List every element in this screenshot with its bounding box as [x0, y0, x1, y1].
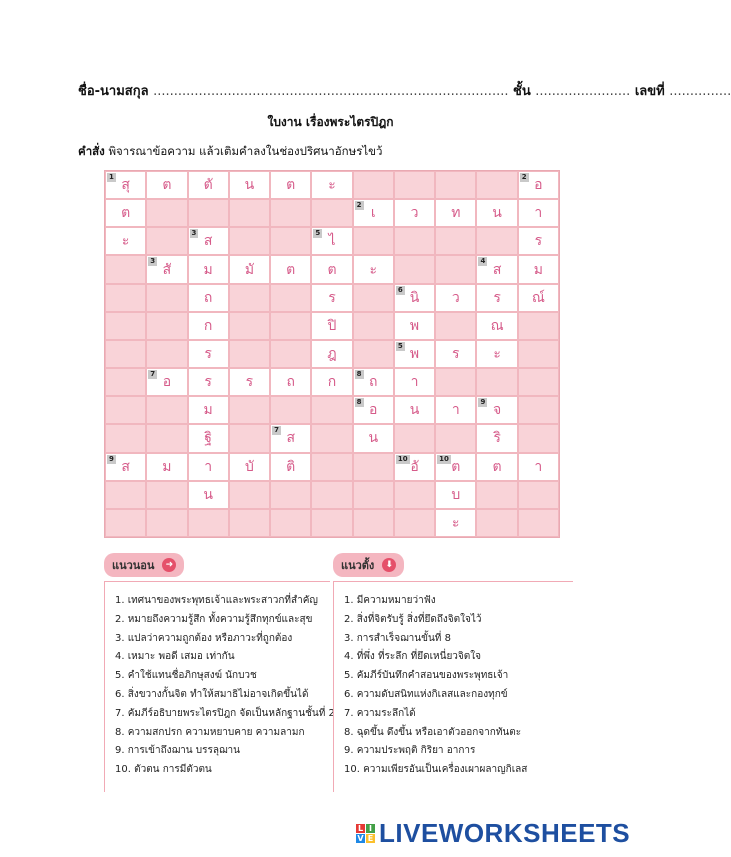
- blocked-cell: [311, 509, 352, 537]
- cell-letter: ต: [327, 261, 337, 278]
- clue-item: 2. หมายถึงความรู้สึก ทั้งความรู้สึกทุกข์และสุข: [115, 613, 313, 625]
- cell-letter: ส: [492, 261, 502, 278]
- crossword-cell[interactable]: [188, 424, 229, 452]
- blocked-cell: [105, 396, 146, 424]
- cell-letter: ณ: [490, 317, 504, 334]
- crossword-cell[interactable]: [270, 424, 311, 452]
- clue-number: 10: [397, 454, 408, 463]
- clue-number: 8: [356, 398, 362, 407]
- number-label: เลขที่: [634, 84, 665, 99]
- blocked-cell: [518, 340, 559, 368]
- cell-letter: า: [534, 458, 543, 475]
- cell-letter: ร: [204, 345, 212, 362]
- blocked-cell: [518, 424, 559, 452]
- blocked-cell: [394, 255, 435, 283]
- clue-number: 6: [397, 285, 403, 294]
- crossword-cell[interactable]: [229, 255, 270, 283]
- blocked-cell: [476, 171, 517, 199]
- cell-letter: ส: [203, 233, 213, 250]
- blocked-cell: [146, 340, 187, 368]
- cell-letter: อ: [534, 177, 543, 194]
- clue-item: 5. คัมภีร์บันทึกคำสอนของพระพุทธเจ้า: [344, 670, 509, 682]
- cell-letter: า: [410, 374, 419, 391]
- cell-letter: จ: [492, 402, 502, 419]
- crossword-cell[interactable]: [476, 424, 517, 452]
- clue-item: 10. ตัวตน การมีตัวตน: [115, 764, 212, 776]
- clue-number: 8: [356, 370, 362, 379]
- cell-letter: ะ: [328, 177, 336, 194]
- blocked-cell: [229, 340, 270, 368]
- crossword-cell[interactable]: [476, 284, 517, 312]
- cell-letter: ร: [452, 345, 460, 362]
- cell-letter: ส: [286, 430, 295, 447]
- crossword-cell[interactable]: [476, 453, 517, 481]
- blocked-cell: [311, 199, 352, 227]
- cell-letter: น: [244, 177, 255, 194]
- cell-letter: มั: [244, 261, 255, 278]
- crossword-cell[interactable]: [518, 284, 559, 312]
- blocked-cell: [518, 481, 559, 509]
- blocked-cell: [435, 227, 476, 255]
- clue-item: 1. เทศนาของพระพุทธเจ้าและพระสาวกที่สำคัญ: [115, 595, 318, 606]
- crossword-cell[interactable]: [188, 368, 229, 396]
- logo-word: LIVEWORKSHEETS: [379, 818, 631, 848]
- blocked-cell: [188, 509, 229, 537]
- clue-item: 2. สิ่งที่จิตรับรู้ สิ่งที่ยึดถึงจิตใจไว้: [344, 613, 482, 625]
- blocked-cell: [146, 284, 187, 312]
- crossword-cell[interactable]: [270, 255, 311, 283]
- cell-letter: ก: [327, 374, 337, 391]
- blocked-cell: [311, 396, 352, 424]
- crossword-cell[interactable]: [146, 368, 187, 396]
- cell-letter: ะ: [369, 261, 378, 278]
- cell-letter: ปิ: [327, 317, 337, 334]
- blocked-cell: [435, 171, 476, 199]
- crossword-cell[interactable]: [518, 255, 559, 283]
- crossword-cell[interactable]: [188, 453, 229, 481]
- cell-letter: น: [203, 486, 213, 503]
- blocked-cell: [476, 227, 517, 255]
- blocked-cell: [146, 199, 187, 227]
- across-list: [115, 592, 335, 780]
- clue-item: 3. การสำเร็จฌานขั้นที่ 8: [344, 632, 451, 644]
- blocked-cell: [270, 396, 311, 424]
- crossword-cell[interactable]: [105, 227, 146, 255]
- clue-item: 6. ความดับสนิทแห่งกิเลสและกองทุกข์: [344, 688, 508, 700]
- crossword-cell[interactable]: [229, 453, 270, 481]
- cell-letter: ต: [286, 177, 296, 194]
- down-title: แนวตั้ง: [341, 559, 375, 572]
- logo-letter: V: [357, 834, 364, 843]
- instruction-label: คำสั่ง: [78, 144, 105, 158]
- liveworksheets-logo: [356, 818, 630, 849]
- blocked-cell: [353, 509, 394, 537]
- crossword-cell[interactable]: [394, 453, 435, 481]
- blocked-cell: [435, 312, 476, 340]
- crossword-cell[interactable]: [518, 453, 559, 481]
- blocked-cell: [518, 396, 559, 424]
- clue-item: 4. เหมาะ พอดี เสมอ เท่ากัน: [115, 651, 235, 663]
- blocked-cell: [518, 509, 559, 537]
- cell-letter: น: [409, 402, 420, 419]
- blocked-cell: [394, 509, 435, 537]
- logo-letter: L: [357, 824, 364, 833]
- clue-item: 8. ความสกปรก ความหยาบคาย ความลามก: [115, 726, 305, 738]
- blocked-cell: [105, 284, 146, 312]
- crossword-cell[interactable]: [435, 453, 476, 481]
- crossword-cell[interactable]: [353, 396, 394, 424]
- crossword-cell[interactable]: [518, 171, 559, 199]
- clue-number: 9: [480, 398, 486, 407]
- clue-number: 1: [109, 173, 114, 181]
- crossword-cell[interactable]: [270, 453, 311, 481]
- clue-number: 2: [521, 173, 527, 181]
- crossword-grid: [104, 170, 560, 538]
- crossword-cell[interactable]: [229, 368, 270, 396]
- blocked-cell: [105, 255, 146, 283]
- crossword-cell[interactable]: [311, 171, 352, 199]
- blocked-cell: [229, 284, 270, 312]
- arrow-right-icon: ➜: [162, 558, 176, 572]
- crossword-cell[interactable]: [188, 481, 229, 509]
- cell-letter: ส: [121, 458, 130, 475]
- clue-number: 7: [274, 426, 279, 435]
- cell-letter: สั: [162, 261, 172, 278]
- crossword-cell[interactable]: [146, 171, 187, 199]
- blocked-cell: [311, 453, 352, 481]
- cell-letter: ม: [203, 261, 213, 278]
- crossword-cell[interactable]: [435, 396, 476, 424]
- blocked-cell: [435, 424, 476, 452]
- crossword-cell[interactable]: [188, 255, 229, 283]
- student-info-header: [78, 80, 731, 101]
- down-list: [344, 592, 573, 780]
- cell-letter: ต: [121, 205, 131, 222]
- cell-letter: ร: [204, 374, 212, 391]
- cell-letter: บ: [451, 486, 461, 503]
- grade-label: ชั้น: [513, 84, 531, 99]
- blocked-cell: [188, 199, 229, 227]
- crossword-cell[interactable]: [188, 171, 229, 199]
- cell-letter: ฎ: [327, 345, 337, 362]
- crossword-cell[interactable]: [476, 396, 517, 424]
- cell-letter: ต: [162, 177, 172, 194]
- blocked-cell: [394, 481, 435, 509]
- logo-letter: E: [367, 834, 374, 843]
- cell-letter: า: [534, 205, 543, 222]
- across-title: แนวนอน: [112, 559, 155, 572]
- cell-letter: ถ: [286, 374, 295, 391]
- blocked-cell: [353, 481, 394, 509]
- crossword-cell[interactable]: [353, 424, 394, 452]
- clue-item: 8. ฉุดขึ้น ดึงขึ้น หรือเอาตัวออกจากทันตะ: [344, 726, 522, 738]
- crossword-cell[interactable]: [146, 255, 187, 283]
- clue-item: 9. ความประพฤติ กิริยา อาการ: [344, 745, 476, 757]
- blocked-cell: [394, 424, 435, 452]
- clue-item: 7. ความระลึกได้: [344, 707, 416, 719]
- cell-letter: ะ: [452, 514, 460, 531]
- cell-letter: ถ: [203, 289, 213, 306]
- cell-letter: พ: [409, 345, 420, 362]
- across-header: [104, 553, 184, 577]
- crossword-cell[interactable]: [270, 368, 311, 396]
- cell-letter: น: [368, 430, 379, 447]
- crossword-cell[interactable]: [394, 312, 435, 340]
- down-header: [333, 553, 404, 577]
- crossword-cell[interactable]: [476, 255, 517, 283]
- crossword-cell[interactable]: [188, 340, 229, 368]
- name-blank[interactable]: ......................................................................................: [153, 84, 509, 99]
- blocked-cell: [353, 227, 394, 255]
- cell-letter: อ: [369, 402, 378, 419]
- crossword-cell[interactable]: [435, 509, 476, 537]
- blocked-cell: [229, 396, 270, 424]
- clue-item: 1. มีความหมายว่าฟัง: [344, 595, 436, 606]
- cell-letter: ว: [410, 205, 419, 222]
- blocked-cell: [105, 424, 146, 452]
- cell-letter: ต: [286, 261, 296, 278]
- cell-letter: ต: [451, 458, 461, 475]
- clue-number: 3: [191, 229, 197, 238]
- crossword-cell[interactable]: [311, 368, 352, 396]
- across-clues: [104, 553, 335, 792]
- crossword-cell[interactable]: [435, 284, 476, 312]
- crossword-cell[interactable]: [435, 481, 476, 509]
- crossword-cell[interactable]: [394, 368, 435, 396]
- blocked-cell: [270, 227, 311, 255]
- grade-blank[interactable]: .......................: [535, 84, 631, 99]
- clue-item: 4. ที่พึ่ง ที่ระลึก ที่ยึดเหนี่ยวจิตใจ: [344, 651, 482, 663]
- cell-letter: ร: [493, 289, 501, 306]
- clue-item: 3. แปลว่าความถูกต้อง หรือภาวะที่ถูกต้อง: [115, 632, 293, 644]
- crossword-cell[interactable]: [105, 453, 146, 481]
- down-clues: [333, 553, 573, 792]
- crossword-cell[interactable]: [476, 340, 517, 368]
- cell-letter: ก: [203, 317, 213, 334]
- cell-letter: บั: [245, 458, 254, 475]
- worksheet-title: ใบงาน เรื่องพระไตรปิฎก: [267, 115, 394, 129]
- blocked-cell: [311, 424, 352, 452]
- crossword-cell[interactable]: [311, 255, 352, 283]
- cell-letter: พ: [409, 317, 420, 334]
- blocked-cell: [105, 368, 146, 396]
- blocked-cell: [270, 284, 311, 312]
- blocked-cell: [105, 340, 146, 368]
- cell-letter: ริ: [493, 430, 501, 447]
- crossword-cell[interactable]: [394, 340, 435, 368]
- blocked-cell: [353, 340, 394, 368]
- blocked-cell: [518, 312, 559, 340]
- cell-letter: เ: [370, 205, 376, 222]
- clue-number: 9: [109, 454, 114, 463]
- clue-item: 7. คัมภีร์อธิบายพระไตรปิฎก จัดเป็นหลักฐานชั้นที่ 2: [115, 707, 335, 719]
- crossword-cell[interactable]: [188, 396, 229, 424]
- blocked-cell: [435, 368, 476, 396]
- blocked-cell: [229, 424, 270, 452]
- crossword-cell[interactable]: [311, 227, 352, 255]
- blocked-cell: [311, 481, 352, 509]
- blocked-cell: [270, 481, 311, 509]
- blocked-cell: [476, 481, 517, 509]
- blocked-cell: [146, 312, 187, 340]
- number-blank[interactable]: ...............: [669, 84, 731, 99]
- cell-letter: า: [451, 402, 460, 419]
- crossword-cell[interactable]: [188, 312, 229, 340]
- crossword-cell[interactable]: [270, 171, 311, 199]
- blocked-cell: [270, 340, 311, 368]
- blocked-cell: [146, 227, 187, 255]
- crossword-cell[interactable]: [105, 199, 146, 227]
- crossword-cell[interactable]: [394, 199, 435, 227]
- cell-letter: สุ: [121, 177, 130, 194]
- crossword-cell[interactable]: [353, 255, 394, 283]
- crossword-cell[interactable]: [476, 199, 517, 227]
- blocked-cell: [435, 255, 476, 283]
- clue-item: 9. การเข้าถึงฌาน บรรลุฌาน: [115, 745, 240, 757]
- blocked-cell: [229, 481, 270, 509]
- cell-letter: น: [492, 205, 502, 222]
- clue-number: 5: [397, 341, 403, 350]
- cell-letter: ถ: [369, 374, 378, 391]
- cell-letter: อ: [162, 374, 172, 391]
- cell-letter: ม: [203, 402, 213, 419]
- cell-letter: ตั: [203, 177, 213, 194]
- cell-letter: ร: [245, 374, 254, 391]
- cell-letter: ม: [533, 261, 543, 278]
- blocked-cell: [229, 227, 270, 255]
- cell-letter: ม: [162, 458, 172, 475]
- crossword-cell[interactable]: [518, 227, 559, 255]
- crossword-cell[interactable]: [394, 396, 435, 424]
- blocked-cell: [270, 312, 311, 340]
- cell-letter: ร: [328, 289, 336, 306]
- crossword-cell[interactable]: [188, 284, 229, 312]
- clue-item: 10. ความเพียรอันเป็นเครื่องเผาผลาญกิเลส: [344, 764, 528, 776]
- cell-letter: ะ: [493, 345, 501, 362]
- clue-number: 2: [356, 201, 362, 210]
- cell-letter: ะ: [121, 233, 130, 250]
- clue-item: 5. คำใช้แทนชื่อภิกษุสงฆ์ นักบวช: [115, 670, 257, 682]
- crossword-cell[interactable]: [518, 199, 559, 227]
- blocked-cell: [146, 396, 187, 424]
- instruction-text: พิจารณาข้อความ แล้วเติมคำลงในช่องปริศนาอักษรไขว้: [108, 144, 383, 158]
- clue-number: 4: [480, 257, 486, 266]
- blocked-cell: [353, 453, 394, 481]
- crossword-cell[interactable]: [435, 199, 476, 227]
- clue-number: 7: [150, 370, 156, 379]
- blocked-cell: [476, 509, 517, 537]
- blocked-cell: [105, 481, 146, 509]
- cell-letter: ท: [451, 205, 461, 222]
- cell-letter: ฐิ: [204, 430, 213, 447]
- instruction: [78, 143, 382, 161]
- crossword-cell[interactable]: [146, 453, 187, 481]
- cell-letter: นิ: [409, 289, 420, 306]
- cell-letter: า: [204, 458, 213, 475]
- cell-letter: ต: [492, 458, 502, 475]
- cell-letter: ไ: [328, 233, 336, 250]
- blocked-cell: [105, 509, 146, 537]
- crossword-cell[interactable]: [311, 312, 352, 340]
- clue-item: 6. สิ่งขวางกั้นจิต ทำให้สมาธิไม่อาจเกิดขึ้นได้: [115, 688, 309, 700]
- crossword-cell[interactable]: [105, 171, 146, 199]
- cell-letter: อั: [410, 458, 419, 475]
- crossword-cell[interactable]: [311, 284, 352, 312]
- crossword-cell[interactable]: [353, 199, 394, 227]
- blocked-cell: [353, 312, 394, 340]
- blocked-cell: [146, 481, 187, 509]
- cell-letter: ณ์: [531, 289, 545, 306]
- crossword-cell[interactable]: [311, 340, 352, 368]
- blocked-cell: [146, 424, 187, 452]
- crossword-cell[interactable]: [476, 312, 517, 340]
- clue-number: 5: [315, 229, 321, 238]
- blocked-cell: [353, 171, 394, 199]
- blocked-cell: [476, 368, 517, 396]
- blocked-cell: [146, 509, 187, 537]
- clue-number: 10: [439, 454, 449, 463]
- crossword-cell[interactable]: [435, 340, 476, 368]
- blocked-cell: [105, 312, 146, 340]
- arrow-down-icon: ⬇: [382, 558, 396, 572]
- blocked-cell: [518, 368, 559, 396]
- crossword-cell[interactable]: [229, 171, 270, 199]
- cell-letter: ติ: [286, 458, 296, 475]
- blocked-cell: [394, 227, 435, 255]
- crossword-cell[interactable]: [394, 284, 435, 312]
- blocked-cell: [229, 199, 270, 227]
- clue-number: 3: [150, 257, 156, 266]
- name-label: ชื่อ-นามสกุล: [78, 84, 149, 99]
- logo-letter: I: [366, 824, 375, 833]
- blocked-cell: [353, 284, 394, 312]
- blocked-cell: [394, 171, 435, 199]
- cell-letter: ร: [534, 233, 543, 250]
- blocked-cell: [270, 509, 311, 537]
- blocked-cell: [270, 199, 311, 227]
- blocked-cell: [229, 312, 270, 340]
- blocked-cell: [229, 509, 270, 537]
- live-badge: [356, 824, 375, 843]
- cell-letter: ว: [451, 289, 460, 306]
- crossword-cell[interactable]: [188, 227, 229, 255]
- crossword-cell[interactable]: [353, 368, 394, 396]
